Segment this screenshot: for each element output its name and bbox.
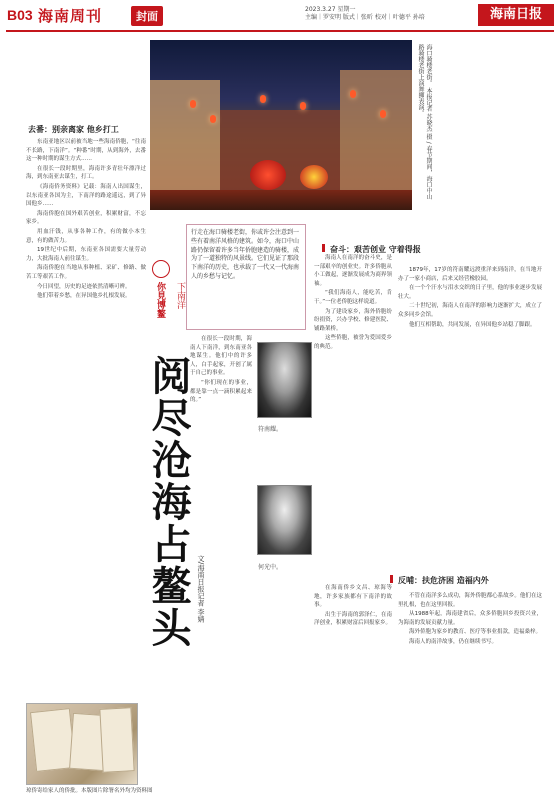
paragraph: 海南人的南洋故事，仍在继续书写。 xyxy=(409,638,498,645)
column-tag-label: 你見博鳌 xyxy=(155,282,165,318)
paragraph: 在海南侨乡文昌、琼海等地，许多家族都有下南洋的故事。 xyxy=(314,585,392,609)
paragraph: 1879年，17岁的符南耀远渡重洋来到南洋，在当地开办了一家小商店，后来又经营橡胶园。 xyxy=(398,267,542,282)
right-subhead-1: 奋斗：艰苦创业 守着得报 xyxy=(330,245,421,254)
paragraph: 二十世纪初，海南人在南洋的影响力逐渐扩大，成立了众多同乡会馆。 xyxy=(398,303,542,318)
header-date: 2023.3.27 星期一 xyxy=(305,6,356,13)
page-number: B03 xyxy=(7,7,33,23)
header-rule xyxy=(6,30,554,32)
paragraph: 19世纪中后期，东南亚各国需要大量劳动力，大批海南人前往谋生。 xyxy=(26,247,146,262)
tag-circle-icon xyxy=(152,260,170,278)
center-text xyxy=(190,335,252,455)
column-tag-sub: 下南洋 xyxy=(175,282,185,309)
left-column-text xyxy=(26,138,146,700)
left-subhead: 去番：别亲离家 他乡打工 xyxy=(28,125,119,134)
portrait-caption: 符南耀。 xyxy=(258,426,283,433)
paragraph: 《海南侨务资料》记载：海南人出国谋生，以东南亚各国为主，下南洋的路途遥远，到了异国他乡…… xyxy=(26,183,146,208)
paragraph: 在很长一段时期，海南人下南洋，到东南亚各地谋生。他们中的许多人，白手起家，开创了属于自己的事业。 xyxy=(190,336,252,377)
street-photo-caption: 海口骑楼老街。 本报记者 苏晓杰 摄 / 春节期间，海口中山路骑楼老街上演舞狮表演。 xyxy=(417,44,432,200)
paragraph: 这些侨胞，被誉为爱国爱乡的典范。 xyxy=(314,335,392,350)
letters-photo xyxy=(26,703,138,785)
paragraph: 东南亚地区以前被当地一些海南侨胞，“往南不长路，下南洋”。“种番”时期，从到海外，去番这一种时期的谋生方式…… xyxy=(26,139,146,163)
portrait-photo xyxy=(257,342,312,418)
paragraph: 从1988年起，海南建省后，众多侨胞回乡投资兴业，为海南的发展贡献力量。 xyxy=(398,611,542,626)
paragraph: “我们海南人，能吃苦，肯干。”一位老侨胞这样说道。 xyxy=(314,290,392,305)
paragraph: 海南侨胞在国外艰苦创业，积累财富，不忘家乡。 xyxy=(26,210,146,226)
paragraph: “你们现在的事业，都是靠一点一滴积累起来的。” xyxy=(190,379,252,404)
letters-caption: 琼侨寄给家人的侨批。本版图片除署名外均为资料图 xyxy=(26,788,153,794)
street-photo xyxy=(150,40,412,210)
author-byline: 文/海南日报记者 李婧 xyxy=(197,555,205,623)
center-right-text xyxy=(314,254,392,554)
paragraph: 不管在南洋多么成功，海外侨胞都心系故乡。他们在这里扎根，也在这里回报。 xyxy=(398,593,542,608)
header-meta xyxy=(305,6,475,22)
paragraph: 海外侨胞为家乡的教育、医疗等事业捐款，造福桑梓。 xyxy=(409,629,542,636)
right-bottom-text xyxy=(398,592,542,798)
intro-box: 行走在海口骑楼老街，你或许会注意到一些有着南洋风格的建筑。如今，海口中山路仍保留着许多当年侨胞建造的骑楼，成为了一道独特的风景线。它们见证了那段下南洋的历史，也承载了一代又一代海南人的乡愁与记忆。 xyxy=(186,224,306,330)
paragraph: 在很长一段时期里，海南许多青壮年漂洋过海，到东南亚去谋生，打工。 xyxy=(26,165,146,181)
center-right-text-lower xyxy=(314,584,392,798)
header-editors: 主编｜罗安明 版式｜张昕 校对｜叶德平 孙培 xyxy=(305,14,425,21)
paragraph: 为了建设家乡，海外侨胞纷纷捐资，兴办学校、修建医院、铺路架桥。 xyxy=(314,308,392,332)
paragraph: 用血汗钱，从事各种工作，有的做小本生意，有的做苦力。 xyxy=(26,228,146,244)
portrait-photo xyxy=(257,485,312,555)
main-title: 阅尽沧海占鳌头 xyxy=(145,355,192,649)
paragraph: 他们互相帮助，共同发展，在异国他乡站稳了脚跟。 xyxy=(409,321,536,328)
subhead-marker xyxy=(322,244,325,252)
paragraph: 在一个个汗水与泪水交织的日子里，他的事业逐步发展壮大。 xyxy=(398,285,542,300)
paragraph: 出生于海南的郭泽仁，在南洋创业，积累财富后回报家乡。 xyxy=(314,611,392,627)
section-badge: 封面 xyxy=(131,6,163,26)
paragraph: 今日回望，历史的足迹依然清晰可辨。 xyxy=(37,283,131,290)
paragraph: 他们带着乡愁，在异国他乡扎根发展。 xyxy=(37,293,131,300)
paragraph: 海南人在南洋的奋斗史，是一部艰辛的创业史。许多侨胞从小工做起，逐渐发展成为商界领袖。 xyxy=(314,255,392,287)
right-subhead-2: 反哺：扶危济困 造福内外 xyxy=(398,576,489,585)
portrait-caption: 何光中。 xyxy=(258,564,283,571)
right-top-text xyxy=(398,266,542,556)
subhead-marker xyxy=(390,575,393,583)
paper-name: 海南周刊 xyxy=(38,7,103,25)
paragraph: 海南侨胞在当地从事种植、采矿、修路、做苦工等艰苦工作。 xyxy=(26,265,146,280)
brand-logo: 海南日报 xyxy=(478,4,554,26)
